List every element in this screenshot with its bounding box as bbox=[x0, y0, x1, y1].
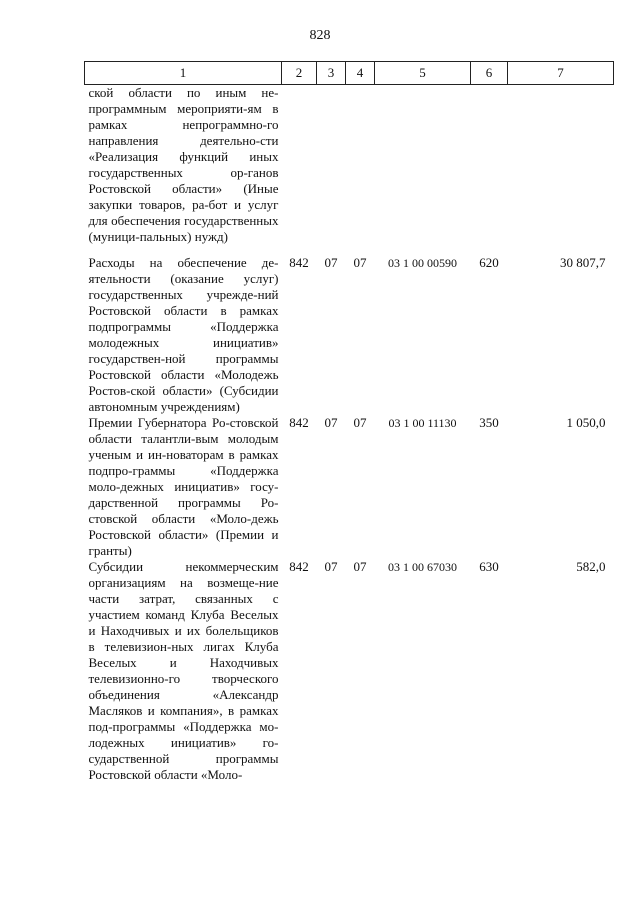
target-article-code: 03 1 00 67030 bbox=[388, 560, 457, 574]
column-header-5: 5 bbox=[375, 62, 471, 85]
target-article-code: 03 1 00 00590 bbox=[388, 256, 457, 270]
row-description: Расходы на обеспечение де-ятельности (оказание услуг) государственных учрежде-ний Ростовской области в рамках подпрограммы «Поддержка молодежных инициатив» государствен-ной программы Ростовской области «Молодежь Ростов-ской области» (Субсидии автономным учреждениям) bbox=[88, 255, 279, 414]
table-row bbox=[85, 559, 614, 783]
table-header bbox=[85, 62, 614, 85]
column-header-3: 3 bbox=[317, 62, 346, 85]
ministry-code bbox=[282, 85, 317, 256]
table-row bbox=[85, 415, 614, 559]
column-header-7: 7 bbox=[508, 62, 614, 85]
row-description: Премии Губернатора Ро-стовской области талантли-вым молодым ученым и ин-новаторам в рамках подпро-граммы «Поддержка моло-дежных инициатив» госу-дарственной программы Ро-стовской области «Моло-дежь Ростовской области» (Премии и гранты) bbox=[88, 415, 279, 558]
subsection-code: 07 bbox=[353, 415, 367, 430]
page-number: 828 bbox=[309, 28, 331, 43]
subsection-code: 07 bbox=[353, 255, 367, 270]
section-code: 07 bbox=[324, 415, 338, 430]
amount bbox=[508, 85, 614, 256]
target-article-code: 03 1 00 11130 bbox=[388, 416, 457, 430]
section-code: 07 bbox=[324, 559, 338, 574]
section-code bbox=[317, 85, 346, 256]
row-description: Субсидии некоммерческим организациям на возмеще-ние части затрат, связанных с участием команд Клуба Веселых и Находчивых и их болельщиков в телевизион-ных лигах Клуба Веселых и Находчивых телевизионно-го творческого объединения «Александр Масляков и компания», в рамках под-программы «Поддержка мо-лодежных инициатив» го-сударственной программы Ростовской области «Моло- bbox=[88, 559, 279, 782]
budget-table bbox=[84, 61, 614, 783]
subsection-code bbox=[346, 85, 375, 256]
expense-type-code bbox=[471, 85, 508, 256]
amount: 582,0 bbox=[576, 559, 606, 574]
section-code: 07 bbox=[324, 255, 338, 270]
subsection-code: 07 bbox=[353, 559, 367, 574]
expense-type-code: 630 bbox=[479, 559, 499, 574]
column-header-1: 1 bbox=[85, 62, 282, 85]
column-header-4: 4 bbox=[346, 62, 375, 85]
column-header-6: 6 bbox=[471, 62, 508, 85]
row-description: ской области по иным не-программным мероприяти-ям в рамках непрограммно-го направления деятельно-сти «Реализация функций иных государственных ор-ганов Ростовской области» (Иные закупки товаров, ра-бот и услуг для обеспечения государственных (муници-пальных) нужд) bbox=[88, 85, 279, 244]
table-row bbox=[85, 255, 614, 415]
ministry-code: 842 bbox=[289, 415, 309, 430]
column-header-2: 2 bbox=[282, 62, 317, 85]
header-row bbox=[85, 62, 614, 85]
ministry-code: 842 bbox=[289, 255, 309, 270]
table-row bbox=[85, 85, 614, 256]
target-article-code bbox=[375, 85, 471, 256]
amount: 1 050,0 bbox=[566, 415, 606, 430]
expense-type-code: 620 bbox=[479, 255, 499, 270]
ministry-code: 842 bbox=[289, 559, 309, 574]
expense-type-code: 350 bbox=[479, 415, 499, 430]
amount: 30 807,7 bbox=[560, 255, 606, 270]
